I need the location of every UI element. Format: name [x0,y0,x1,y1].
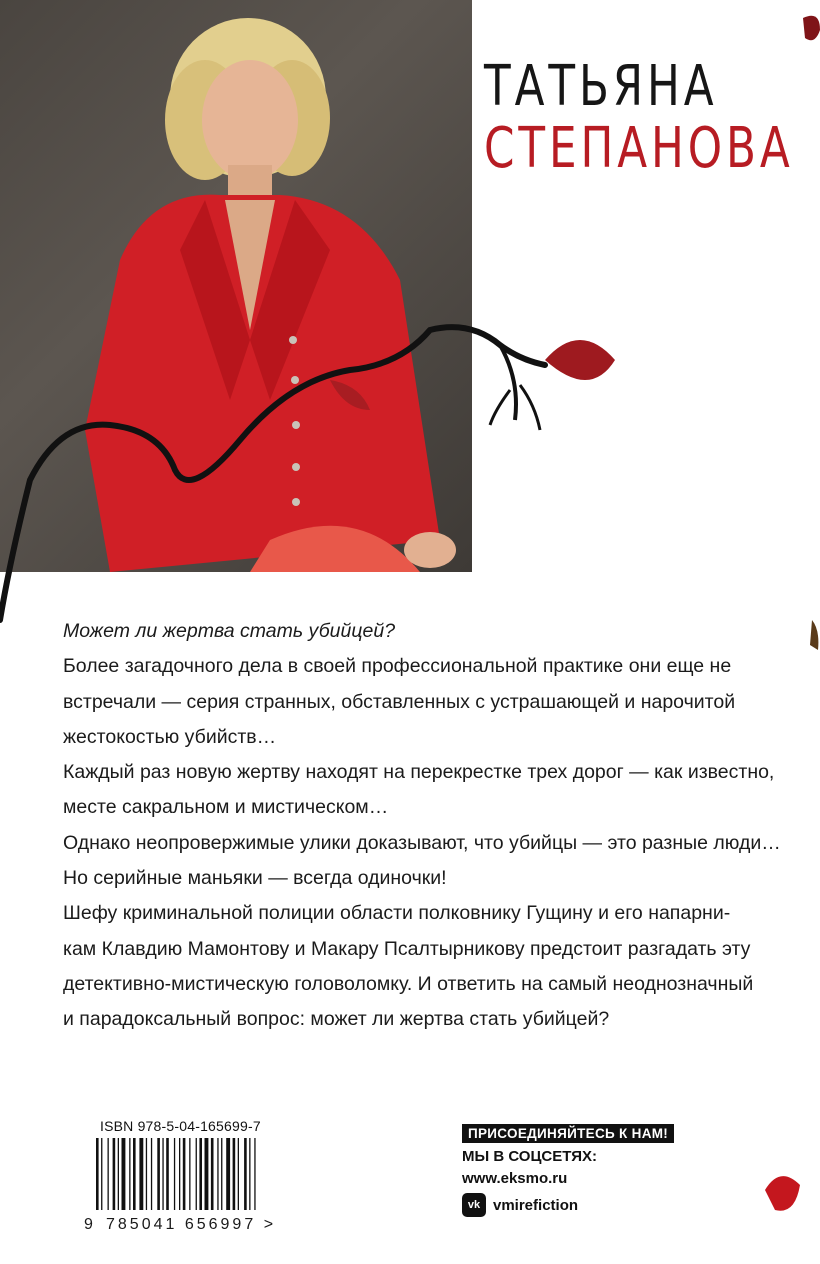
author-first-name: ТАТЬЯНА [484,54,718,119]
barcode-bar [157,1138,160,1210]
social-networks-label: МЫ В СОЦСЕТЯХ: [462,1148,598,1165]
barcode-bar [226,1138,230,1210]
description-line: Однако неопровержимые улики доказывают, что убийцы — это разные люди… [63,831,781,854]
description-line: Каждый раз новую жертву находят на перекрестке трех дорог — как известно, [63,761,775,784]
barcode-bar [113,1138,116,1210]
description-lead: Может ли жертва стать убийцей? [63,620,396,642]
barcode-bar [238,1138,239,1210]
barcode-bar [199,1138,202,1210]
barcode-bar [129,1138,130,1210]
description-line: Но серийные маньяки — всегда одиночки! [63,867,447,890]
barcode-bar [146,1138,147,1210]
description-line: встречали — серия странных, обставленных с устрашающей и нарочитой [63,690,736,713]
ean-digits-text: 785041 656997 [106,1216,257,1233]
ean-digits [104,1216,278,1234]
barcode-bar [183,1138,186,1210]
book-description [63,614,781,1038]
site-link[interactable]: www.eksmo.ru [462,1170,568,1187]
author-name [484,56,820,180]
author-last-name: СТЕПАНОВА [484,116,794,181]
barcode-bar [217,1138,218,1210]
barcode-bar [244,1138,247,1210]
ean-end-mark: > [263,1216,277,1233]
description-line: кам Клавдию Мамонтову и Макару Псалтырникову предстоит разгадать эту [63,937,751,960]
social-block [462,1124,674,1217]
description-line: детективно-мистическую головоломку. И ответить на самый неоднозначный [63,972,754,995]
barcode-bar [205,1138,209,1210]
description-line: и парадоксальный вопрос: может ли жертва стать убийцей? [63,1008,610,1031]
barcode-bar [96,1138,99,1210]
barcode-bar [179,1138,180,1210]
barcode-bar [101,1138,102,1210]
isbn-label: ISBN 978-5-04-165699-7 [100,1118,261,1134]
petal-icon [803,16,820,41]
vk-icon: vk [462,1193,486,1217]
leaf-icon [545,340,615,380]
barcode-bar [221,1138,222,1210]
barcode-bar [249,1138,250,1210]
isbn-block [84,1118,304,1233]
barcode-bar [118,1138,119,1210]
barcode-bar [122,1138,126,1210]
vk-link[interactable] [462,1193,674,1217]
barcode-bar [151,1138,152,1210]
join-banner: ПРИСОЕДИНЯЙТЕСЬ К НАМ! [462,1124,674,1143]
petal-icon [765,1176,800,1211]
barcode-bar [196,1138,197,1210]
ean-first-digit: 9 [84,1216,93,1233]
barcode [84,1138,304,1233]
barcode-bar [139,1138,143,1210]
barcode-bar [189,1138,190,1210]
barcode-bar [166,1138,169,1210]
barcode-bar [254,1138,255,1210]
description-line: жестокостью убийств… [63,725,277,748]
barcode-bar [174,1138,175,1210]
barcode-bar [108,1138,109,1210]
description-line: Шефу криминальной полиции области полковнику Гущину и его напарни- [63,902,731,925]
barcode-bar [211,1138,214,1210]
barcode-bar [162,1138,163,1210]
barcode-bars [96,1138,296,1218]
author-portrait [0,0,472,572]
description-line: месте сакральном и мистическом… [63,796,389,819]
author-photo [0,0,472,572]
description-line: Более загадочного дела в своей профессиональной практике они еще не [63,655,732,678]
barcode-bar [133,1138,136,1210]
vk-handle: vmirefiction [493,1196,579,1214]
barcode-bar [233,1138,236,1210]
